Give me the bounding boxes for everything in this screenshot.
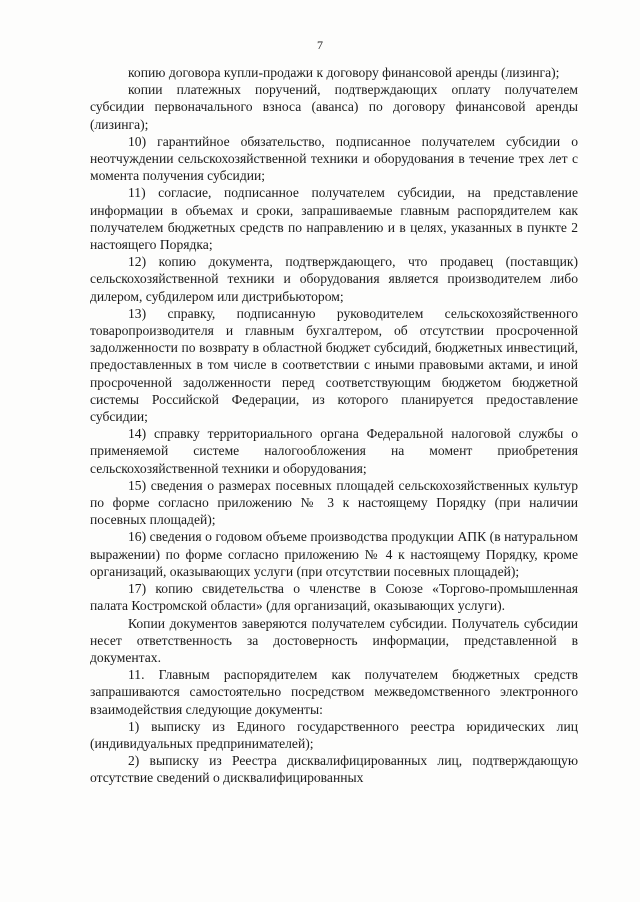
paragraph-section-11-item-2: 2) выписку из Реестра дисквалифицированных лиц, подтверждающую отсутствие сведений о дисквалифицированных	[90, 753, 578, 786]
paragraph-copies-certification: Копии документов заверяются получателем субсидии. Получатель субсидии несет ответственность за достоверность информации, представленной в документах.	[90, 615, 578, 665]
paragraph-item-11: 11) согласие, подписанное получателем субсидии, на представление информации в объемах и сроки, запрашиваемые главным распорядителем как получателем бюджетных средств по направлению и в целях, указанных в пункте 2 настоящего Порядка;	[90, 185, 578, 253]
paragraph-item-13: 13) справку, подписанную руководителем сельскохозяйственного товаропроизводителя и главным бухгалтером, об отсутствии просроченной задолженности по возврату в областной бюджет субсидий, бюджетных инвестиций, предоставленных в том числе в соответствии с иными правовыми актами, и иной просроченной задолженности перед соответствующим бюджетом бюджетной системы Российской Федерации, из которого планируется предоставление субсидии;	[90, 305, 578, 425]
paragraph-item-15: 15) сведения о размерах посевных площадей сельскохозяйственных культур по форме согласно приложению № 3 к настоящему Порядку (при наличии посевных площадей);	[90, 477, 578, 528]
paragraph-item-12: 12) копию документа, подтверждающего, что продавец (поставщик) сельскохозяйственной техники и оборудования является производителем либо дилером, субдилером или дистрибьютором;	[90, 254, 578, 304]
paragraph-payment-orders: копии платежных поручений, подтверждающих оплату получателем субсидии первоначального взноса (аванса) по договору финансовой аренды (лизинга);	[90, 82, 578, 132]
paragraph-item-14: 14) справку территориального органа Федеральной налоговой службы о применяемой системе налогообложения на момент приобретения сельскохозяйственной техники и оборудования;	[90, 426, 578, 476]
paragraph-item-17: 17) копию свидетельства о членстве в Союзе «Торгово-промышленная палата Костромской области» (для организаций, оказывающих услуги).	[90, 581, 578, 614]
paragraph-section-11: 11. Главным распорядителем как получателем бюджетных средств запрашиваются самостоятельно посредством межведомственного электронного взаимодействия следующие документы:	[90, 667, 578, 717]
document-body	[90, 64, 578, 787]
paragraph-lease-contract-copy: копию договора купли-продажи к договору финансовой аренды (лизинга);	[128, 65, 560, 80]
paragraph-item-16: 16) сведения о годовом объеме производства продукции АПК (в натуральном выражении) по форме согласно приложению № 4 к настоящему Порядку, кроме организаций, оказывающих услуги (при отсутствии посевных площадей);	[90, 529, 578, 579]
page-number: 7	[317, 38, 323, 52]
paragraph-section-11-item-1: 1) выписку из Единого государственного реестра юридических лиц (индивидуальных предпринимателей);	[90, 718, 578, 751]
paragraph-item-10: 10) гарантийное обязательство, подписанное получателем субсидии о неотчуждении сельскохозяйственной техники и оборудования в течение трех лет с момента получения субсидии;	[90, 133, 578, 184]
